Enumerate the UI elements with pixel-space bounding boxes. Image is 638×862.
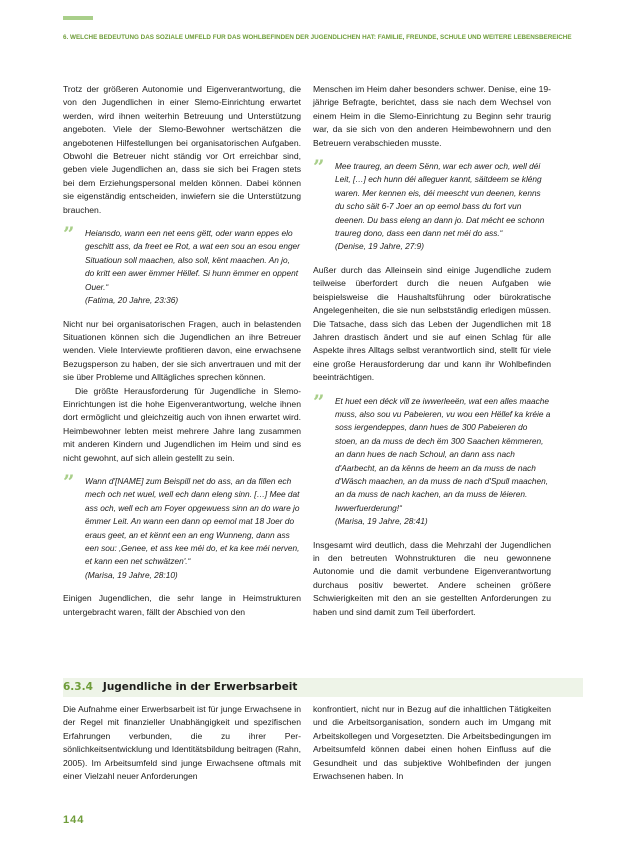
body-paragraph: Einigen Jugendlichen, die sehr lange in Heimstrukturen untergebracht waren, fällt der Abschied von den	[63, 593, 301, 617]
body-paragraph: Menschen im Heim daher besonders schwer. Denise, eine 19-jährige Befragte, berichtet, dass sie nach dem Wechsel von einem Heim in die Slemo-Einrichtung zu Beginn sehr traurig war, da sie sich von den anderen Heimbewohnern und den Betreuern verabschieden musste.	[313, 84, 551, 148]
right-column	[313, 83, 551, 619]
quote-mark-icon: ”	[313, 389, 325, 414]
interview-quote	[63, 469, 301, 582]
page-number: 144	[63, 814, 85, 826]
quote-text: Heiansdo, wann een net eens gëtt, oder wann eppes elo geschitt ass, da freet ee Rot, a wat een sou an esou enger Situatioun soll maachen, also soll, kënt maachen. An jo, do kritt een awer ëmmer Hëllef. Si hunn ëmmer en oppent Ouer.“	[85, 228, 300, 292]
body-paragraph: Trotz der größeren Autonomie und Eigenverantwortung, die von den Jugendlichen in einer Slemo-Einrichtung erwartet werden, wird ihnen weiterhin Betreuung und Unterstützung angeboten. Viele der Slemo-Bewohner wertschätzen die angebotenen Hilfestellungen bei organisatorischen Aufgaben. Obwohl die Betreuer nicht ständig vor Ort erreichbar sind, geben viele Jugendlichen an, dass sie sich bei Fragen stets bei dem Erziehungspersonal melden können. Dabei können sie eigenständig entscheiden, inwiefern sie die Unterstützung brauchen.	[63, 84, 301, 215]
interview-quote	[313, 389, 551, 529]
quote-text: Mee traureg, an deem Sënn, war ech awer och, well déi Leit, […] ech hunn déi alleguer kannt, säitdeem se kléng waren. Mer kennen eis, déi meescht vun deenen, kenns du scho säit 6-7 Joer an op eemol bass du fort vun deenen. Du bass eleng an dann jo. Dat mécht ee schonn traureg dono, dass een dann net méi do ass.“	[335, 161, 545, 239]
body-paragraph: Außer durch das Alleinsein sind einige Jugendliche zudem teilweise überfordert durch die neuen Aufgaben wie beispielsweise die Haushaltsführung oder bürokratische Angelegenheiten, die sie nun selbstständig erledigen müssen. Die Tatsache, dass sich das Leben der Jugendlichen mit 18 Jahren drastisch ändert und sie auf einen Schlag für alle Aspekte ihres Alltags selbst verantwortlich sind, stellt für viele eine große Herausforderung dar und kann ihr Wohlbefinden beeinträchtigen.	[313, 264, 551, 383]
bottom-right-column	[313, 703, 551, 783]
body-paragraph: Insgesamt wird deutlich, dass die Mehrzahl der Jugendlichen in den betreuten Wohnstrukturen die neu gewonnene Autonomie und die damit verbundene Eigenverantwortung durchaus positiv bewertet. Andere scheinen größere Schwierigkeiten mit den an sie gestellten Anforderungen zu haben und sind damit zum Teil überfordert.	[313, 539, 551, 617]
quote-mark-icon: ”	[63, 469, 75, 494]
running-head: 6. WELCHE BEDEUTUNG DAS SOZIALE UMFELD FÜR DAS WOHLBEFINDEN DER JUGENDLICHEN HAT: FAMILIE, FREUNDE, SCHULE UND WEITERE LEBENSBEREICHE	[63, 34, 572, 41]
section-title: Jugendliche in der Erwerbsarbeit	[102, 681, 298, 693]
section-number: 6.3.4	[63, 681, 93, 693]
quote-mark-icon: ”	[63, 222, 75, 247]
quote-text: Et huet een déck vill ze iwwerleeën, wat een alles maache muss, also sou vu Pabeieren, vu wou een Hëllef ka kréie a soss iergendeppes, dann hues de 300 Pabeieren do stoen, an da muss de dech ëm 300 Saachen këmmeren, an dann hues de nach Schoul, an dann ass nach d'Aarbecht, an da kënns de heem an da muss de nach d'Wäsch maachen, an da muss de nach d'Spull maachen, an da muss de nach kachen, an da muss de léieren. Iwwerfuerderung!“	[335, 395, 551, 513]
quote-text: Wann d'[NAME] zum Beispill net do ass, an da fillen ech mech och net wuel, well ech dann eleng sinn. […] Mee dat ass och, well ech am Foyer opgewuess sinn an do ware jo ëmmer Leit. An wann een dann op eemol mat 18 Joer do eraus geet, an et kënnt een an eng Wunneng, dann ass een sou: ‚Genee, et ass kee méi do, et ka kee méi nerven, et kann een net schwätzen'.“	[85, 475, 300, 567]
quote-source: (Marisa, 19 Jahre, 28:10)	[85, 569, 178, 580]
left-column	[63, 83, 301, 619]
interview-quote	[63, 222, 301, 307]
body-paragraph: konfrontiert, nicht nur in Bezug auf die inhaltlichen Tätigkeiten und die Arbeitsorganisation, sondern auch im Umgang mit Arbeitskollegen und Vorgesetzten. Die Arbeitsbedingungen im Arbeitsumfeld können dabei einen hohen Einfluss auf die Gesundheit und das subjektive Wohlbefinden der jungen Erwachsenen haben. In	[313, 704, 551, 782]
body-paragraph: Nicht nur bei organisatorischen Fragen, auch in belastenden Situationen können sich die Jugendlichen an ihre Betreuer wenden. Viele Interviewte profitieren davon, eine erwachsene Bezugsperson zu haben, der sie sich anvertrauen und mit der sie über Probleme und Alltägliches sprechen können.	[63, 318, 301, 383]
bottom-left-column	[63, 703, 301, 783]
interview-quote	[313, 155, 551, 254]
quote-source: (Marisa, 19 Jahre, 28:41)	[335, 516, 428, 527]
quote-mark-icon: ”	[313, 155, 325, 180]
header-accent-rule	[63, 16, 93, 20]
section-heading	[63, 681, 297, 693]
body-paragraph: Die größte Herausforderung für Jugendliche in Slemo-Einrichtungen ist die hohe Eigenverantwortung, welche ihnen dort ermöglicht und gleichzeitig auch von ihnen erwartet wird. Heimbewohner lebten meist mehrere Jahre lang zusammen mit anderen Kindern und Jugendlichen im Heim und sind es nicht gewohnt, auf sich allein gestellt zu sein.	[63, 385, 301, 463]
quote-source: (Fatima, 20 Jahre, 23:36)	[85, 295, 179, 306]
quote-source: (Denise, 19 Jahre, 27:9)	[335, 241, 425, 252]
body-paragraph: Die Aufnahme einer Erwerbsarbeit ist für junge Erwachsene in der Regel mit finanzieller Unabhängigkeit und spezifischen Erfahrungen verbunden, die zu ihrer Persönlichkeitsentwicklung und Identitätsbildung beitragen (Rahn, 2005). Im Arbeitsumfeld sind junge Erwachsene oftmals mit einer Vielzahl neuer Anforderungen	[63, 704, 301, 782]
